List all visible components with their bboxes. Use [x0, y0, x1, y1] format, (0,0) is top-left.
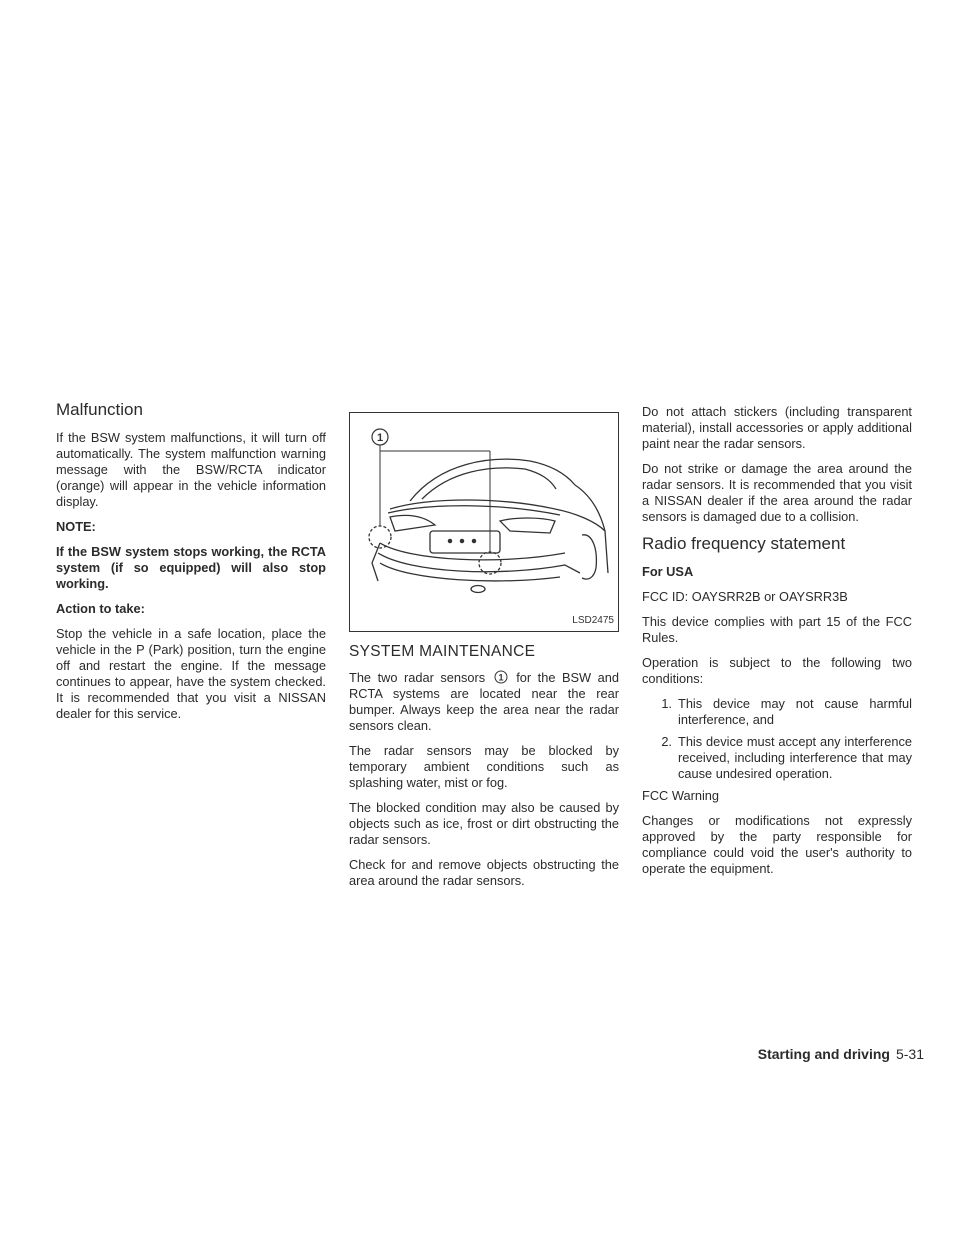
- figure-code: LSD2475: [572, 615, 614, 626]
- operation-conditions: Operation is subject to the following two conditions:: [642, 655, 912, 686]
- maintenance-text-3: The blocked condition may also be caused by objects such as ice, frost or dirt obstructing the radar sensors.: [349, 800, 619, 847]
- condition-item-2: [642, 734, 912, 782]
- maintenance-text-1: [349, 670, 619, 734]
- page-number: 5-31: [895, 1046, 924, 1062]
- figure-callout-label: 1: [376, 432, 384, 444]
- callout-1-icon: [494, 670, 508, 684]
- malfunction-heading: Malfunction: [56, 400, 143, 419]
- rear-car-illustration: [349, 412, 619, 632]
- condition-item-1: [642, 696, 912, 728]
- system-maintenance-heading: SYSTEM MAINTENANCE: [349, 643, 536, 660]
- fcc-warning-label: FCC Warning: [642, 788, 720, 803]
- condition-text: This device may not cause harmful interference, and: [678, 696, 912, 727]
- maintenance-text-1a: The two radar sensors: [349, 670, 486, 685]
- for-usa-label: For USA: [642, 564, 694, 579]
- fcc-compliance: This device complies with part 15 of the FCC Rules.: [642, 614, 912, 645]
- chapter-title: Starting and driving: [757, 1046, 890, 1062]
- inline-callout-label: 1: [498, 672, 504, 683]
- damage-warning: Do not strike or damage the area around the radar sensors. It is recommended that you visit a NISSAN dealer if the area around the radar sensors is damaged due to a collision.: [642, 461, 912, 524]
- malfunction-text: If the BSW system malfunctions, it will turn off automatically. The system malfunction warning message with the BSW/RCTA indicator (orange) will appear in the vehicle information display.: [56, 430, 326, 509]
- condition-text: This device must accept any interference received, including interference that may cause undesired operation.: [678, 734, 912, 781]
- left-column: [56, 400, 326, 731]
- fcc-warning-text: Changes or modifications not expressly approved by the party responsible for compliance could void the user's authority to operate the equipment.: [642, 813, 912, 876]
- maintenance-text-1b: for the BSW and RCTA systems are located near the rear bumper. Always keep the area near the radar sensors clean.: [349, 670, 619, 733]
- page-footer: [758, 1046, 924, 1062]
- action-text: Stop the vehicle in a safe location, place the vehicle in the P (Park) position, turn the engine off and restart the engine. If the message continues to appear, have the system checked. It is recommended that you visit a NISSAN dealer for this service.: [56, 626, 326, 721]
- note-text: If the BSW system stops working, the RCTA system (if so equipped) will also stop working.: [56, 544, 326, 591]
- maintenance-text-4: Check for and remove objects obstructing the area around the radar sensors.: [349, 857, 619, 888]
- radio-frequency-heading: Radio frequency statement: [642, 534, 846, 553]
- middle-column: [349, 406, 619, 898]
- action-label: Action to take:: [56, 601, 145, 616]
- condition-number: 1.: [661, 696, 672, 711]
- car-rear-view-drawing: [350, 413, 618, 631]
- note-label: NOTE:: [56, 519, 96, 534]
- maintenance-text-2: The radar sensors may be blocked by temporary ambient conditions such as splashing water, mist or fog.: [349, 743, 619, 790]
- condition-number: 2.: [661, 734, 672, 749]
- stickers-warning: Do not attach stickers (including transparent material), install accessories or apply additional paint near the radar sensors.: [642, 404, 912, 451]
- fcc-id: FCC ID: OAYSRR2B or OAYSRR3B: [642, 589, 848, 604]
- right-column: [642, 404, 912, 886]
